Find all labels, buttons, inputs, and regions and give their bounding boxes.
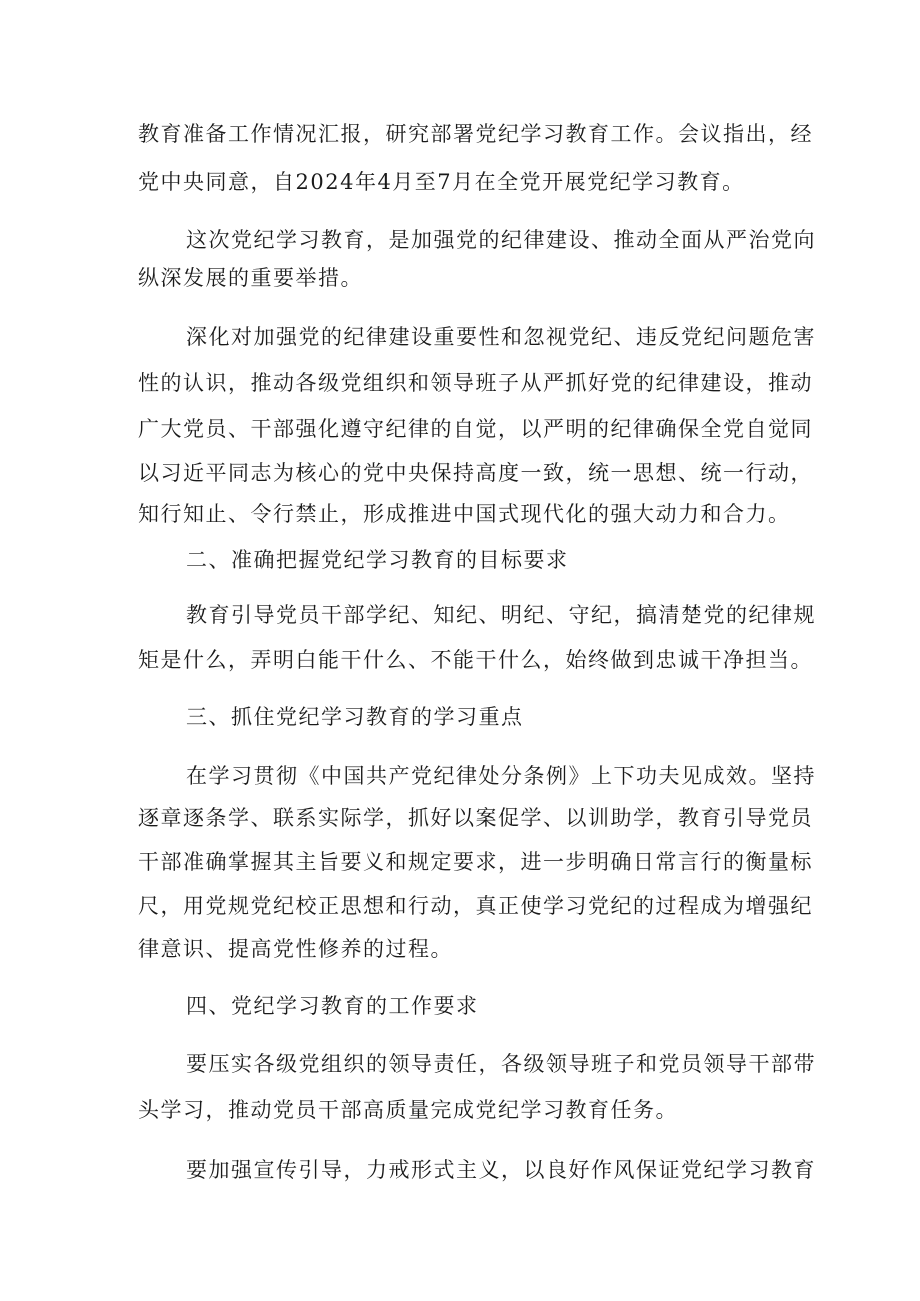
paragraph-line: 纵深发展的重要举措。 <box>138 266 363 290</box>
paragraph-line: 性的认识，推动各级党组织和领导班子从严抓好党的纪律建设，推动 <box>138 371 813 395</box>
paragraph-line: 尺，用党规党纪校正思想和行动，真正使学习党纪的过程成为增强纪 <box>138 894 813 918</box>
paragraph-line: 以习近平同志为核心的党中央保持高度一致，统一思想、统一行动， <box>138 461 813 485</box>
paragraph-line: 教育准备工作情况汇报，研究部署党纪学习教育工作。会议指出，经 <box>138 122 813 146</box>
paragraph-line: 深化对加强党的纪律建设重要性和忽视党纪、违反党纪问题危害 <box>186 325 816 349</box>
section-heading: 二、准确把握党纪学习教育的目标要求 <box>186 548 569 572</box>
section-heading: 四、党纪学习教育的工作要求 <box>186 994 479 1018</box>
paragraph-line: 头学习，推动党员干部高质量完成党纪学习教育任务。 <box>138 1098 678 1122</box>
paragraph-line: 要压实各级党组织的领导责任，各级领导班子和党员领导干部带 <box>186 1052 816 1076</box>
paragraph-line: 知行知止、令行禁止，形成推进中国式现代化的强大动力和合力。 <box>138 502 791 526</box>
paragraph-line: 矩是什么，弄明白能干什么、不能干什么，始终做到忠诚干净担当。 <box>138 648 813 672</box>
paragraph-line: 律意识、提高党性修养的过程。 <box>138 937 453 961</box>
paragraph-line: 广大党员、干部强化遵守纪律的自觉，以严明的纪律确保全党自觉同 <box>138 417 813 441</box>
paragraph-line: 在学习贯彻《中国共产党纪律处分条例》上下功夫见成效。坚持 <box>186 764 816 788</box>
paragraph-line: 逐章逐条学、联系实际学，抓好以案促学、以训助学，教育引导党员 <box>138 806 813 830</box>
paragraph-line: 这次党纪学习教育，是加强党的纪律建设、推动全面从严治党向 <box>186 228 816 252</box>
paragraph-line: 教育引导党员干部学纪、知纪、明纪、守纪，搞清楚党的纪律规 <box>186 603 816 627</box>
paragraph-line: 党中央同意，自2024年4月至7月在全党开展党纪学习教育。 <box>138 170 745 194</box>
paragraph-line: 干部准确掌握其主旨要义和规定要求，进一步明确日常言行的衡量标 <box>138 850 813 874</box>
section-heading: 三、抓住党纪学习教育的学习重点 <box>186 705 524 729</box>
paragraph-line: 要加强宣传引导，力戒形式主义，以良好作风保证党纪学习教育 <box>186 1158 816 1182</box>
